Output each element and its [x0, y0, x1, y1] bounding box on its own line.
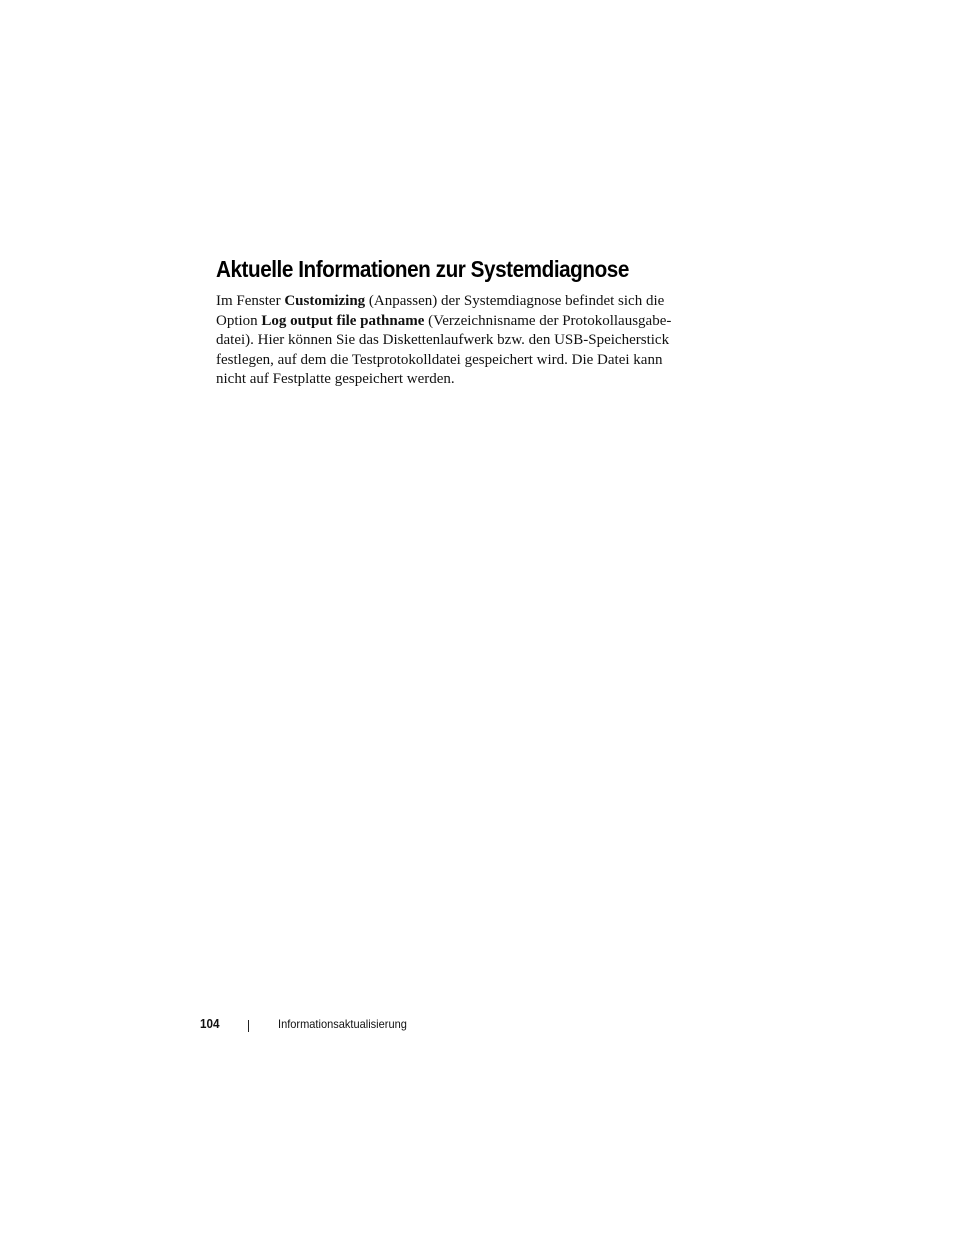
page-footer — [0, 1016, 954, 1036]
text-run: (Verzeichnisname der Protokollausgabe- — [424, 312, 672, 329]
ui-term-log-output-file-pathname: Log output file pathname — [261, 312, 425, 329]
page-number: 104 — [200, 1016, 220, 1031]
paragraph-line: nicht auf Festplatte gespeichert werden. — [216, 371, 455, 387]
paragraph-line: datei). Hier können Sie das Diskettenlaufwerk bzw. den USB-Speicherstick — [216, 332, 670, 348]
text-run: (Anpassen) der Systemdiagnose befindet sich die — [365, 293, 665, 309]
text-run: Im Fenster — [216, 293, 285, 309]
page-heading: Aktuelle Informationen zur Systemdiagnose — [216, 256, 629, 282]
text-run: Option — [216, 312, 262, 329]
paragraph-line: festlegen, auf dem die Testprotokolldatei gespeichert wird. Die Datei kann — [216, 351, 663, 368]
paragraph-line — [216, 312, 696, 332]
footer-section-title: Informationsaktualisierung — [278, 1017, 407, 1031]
body-paragraph — [216, 292, 696, 390]
paragraph-line — [216, 292, 696, 312]
ui-term-customizing: Customizing — [284, 293, 366, 309]
footer-separator — [248, 1020, 249, 1032]
